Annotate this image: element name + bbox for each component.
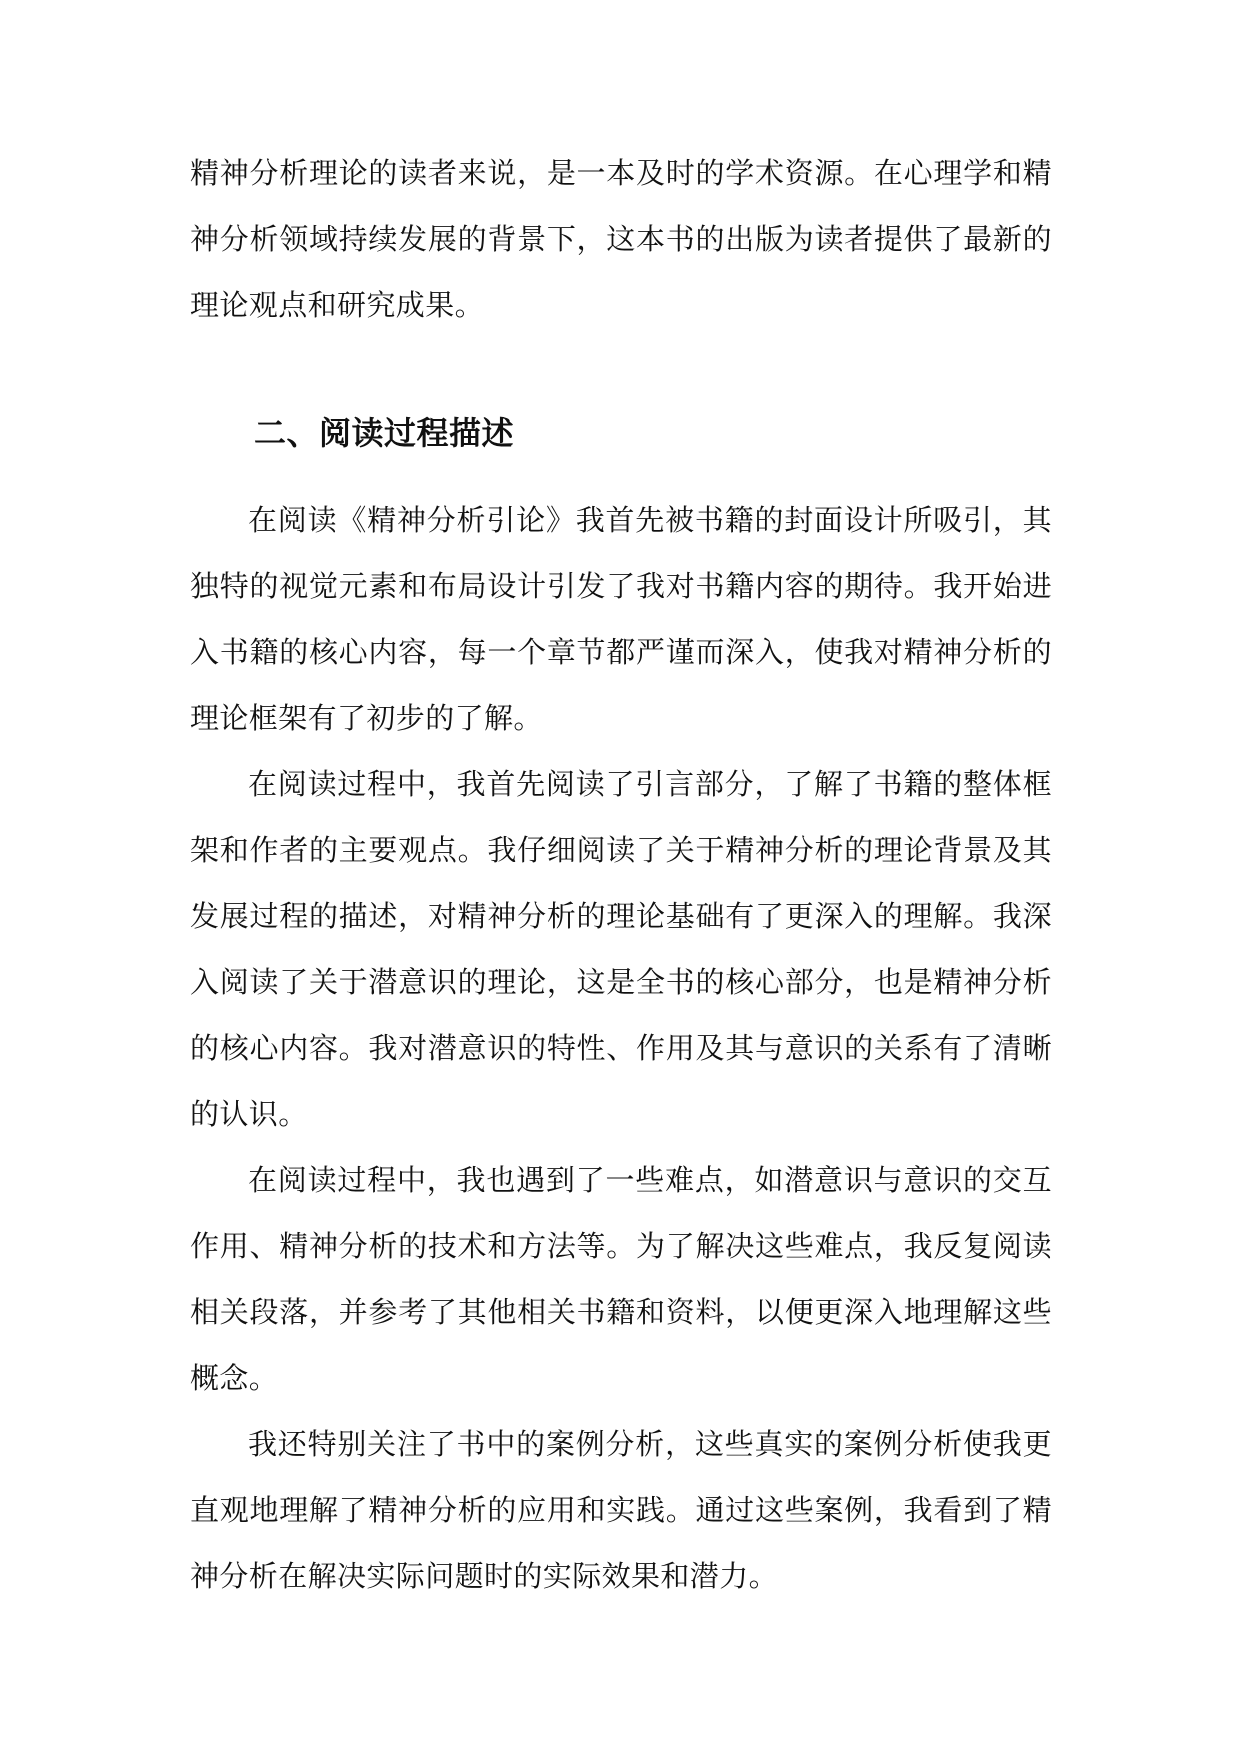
body-text-block	[190, 487, 1052, 1609]
intro-text-block	[190, 140, 1052, 338]
intro-paragraph: 精神分析理论的读者来说，是一本及时的学术资源。在心理学和精神分析领域持续发展的背景下，这本书的出版为读者提供了最新的理论观点和研究成果。	[190, 156, 1052, 322]
body-paragraph-4: 我还特别关注了书中的案例分析，这些真实的案例分析使我更直观地理解了精神分析的应用和实践。通过这些案例，我看到了精神分析在解决实际问题时的实际效果和潜力。	[190, 1427, 1052, 1593]
body-paragraph-3: 在阅读过程中，我也遇到了一些难点，如潜意识与意识的交互作用、精神分析的技术和方法等。为了解决这些难点，我反复阅读相关段落，并参考了其他相关书籍和资料，以便更深入地理解这些概念。	[190, 1163, 1052, 1395]
body-paragraph-1: 在阅读《精神分析引论》我首先被书籍的封面设计所吸引，其独特的视觉元素和布局设计引发了我对书籍内容的期待。我开始进入书籍的核心内容，每一个章节都严谨而深入，使我对精神分析的理论框架有了初步的了解。	[190, 503, 1052, 735]
body-paragraph-2: 在阅读过程中，我首先阅读了引言部分，了解了书籍的整体框架和作者的主要观点。我仔细阅读了关于精神分析的理论背景及其发展过程的描述，对精神分析的理论基础有了更深入的理解。我深入阅读了关于潜意识的理论，这是全书的核心部分，也是精神分析的核心内容。我对潜意识的特性、作用及其与意识的关系有了清晰的认识。	[190, 767, 1052, 1131]
section-heading: 二、阅读过程描述	[254, 414, 515, 452]
